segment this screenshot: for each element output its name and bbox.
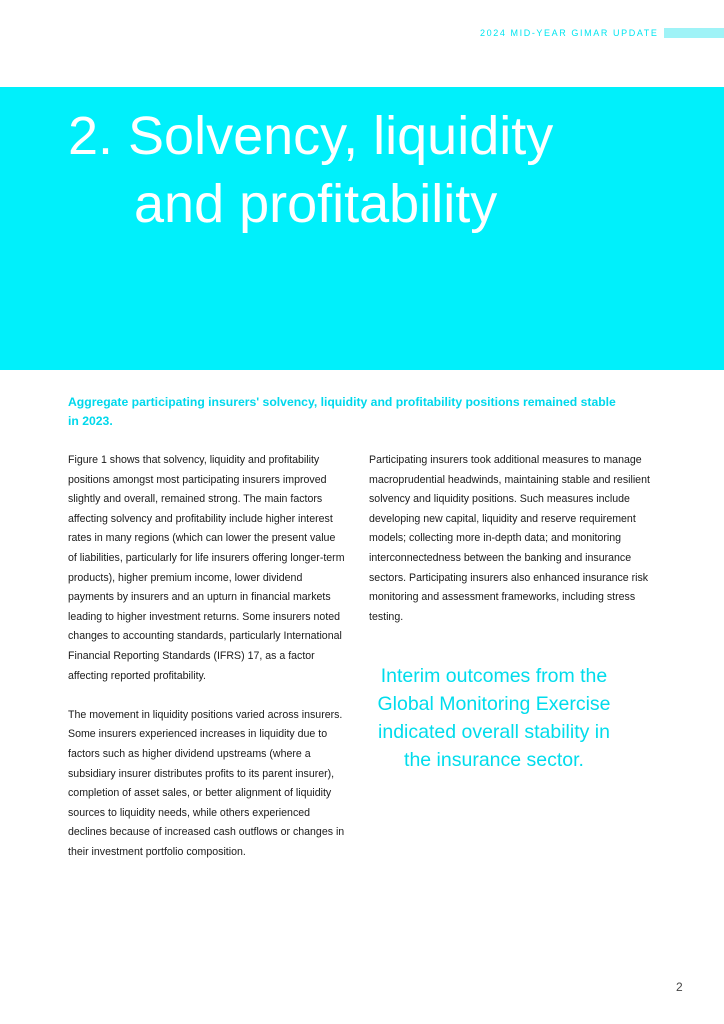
left-paragraph-2: The movement in liquidity positions varied across insurers. Some insurers experienced increases in liquidity due to factors such as higher dividend upstreams (where a subsidiary insurer distributes profits to its parent insurer), completion of asset sales, or better alignment of liquidity sources to liquidity needs, while others experienced declines because of increased cash outflows or changes in their investment portfolio composition.: [68, 708, 345, 858]
left-paragraph-1: Figure 1 shows that solvency, liquidity and profitability positions amongst most participating insurers improved slightly and overall, remained strong. The main factors affecting solvency and profitability include higher interest rates in many regions (which can lower the present value of liabilities, particularly for life insurers offering longer-term products), higher premium income, lower dividend payments by insurers and an upturn in financial markets leading to higher investment returns. Some insurers noted changes to accounting standards, particularly International Financial Reporting Standards (IFRS) 17, as a factor affecting reported profitability.: [68, 454, 345, 682]
header-accent-bar: [664, 28, 724, 38]
right-column: [369, 451, 653, 627]
lead-summary: Aggregate participating insurers' solvency, liquidity and profitability positions remained stable in 2023.: [68, 395, 616, 428]
page-number: 2: [676, 980, 683, 994]
report-header-label: 2024 MID-YEAR GIMAR UPDATE: [480, 28, 659, 38]
pull-quote: Interim outcomes from the Global Monitoring Exercise indicated overall stability in the insurance sector.: [377, 665, 611, 771]
section-title: [68, 102, 553, 238]
right-paragraph-1: Participating insurers took additional measures to manage macroprudential headwinds, maintaining stable and resilient solvency and liquidity positions. Such measures include developing new capital, liquidity and reserve requirement models; collecting more in-depth data; and monitoring interconnectedness between the banking and insurance sectors. Participating insurers also enhanced insurance risk monitoring and assessment frameworks, including stress testing.: [369, 454, 650, 623]
section-title-line-2: and profitability: [134, 174, 498, 234]
left-column: [68, 451, 346, 862]
section-title-line-1: 2. Solvency, liquidity: [68, 106, 554, 166]
